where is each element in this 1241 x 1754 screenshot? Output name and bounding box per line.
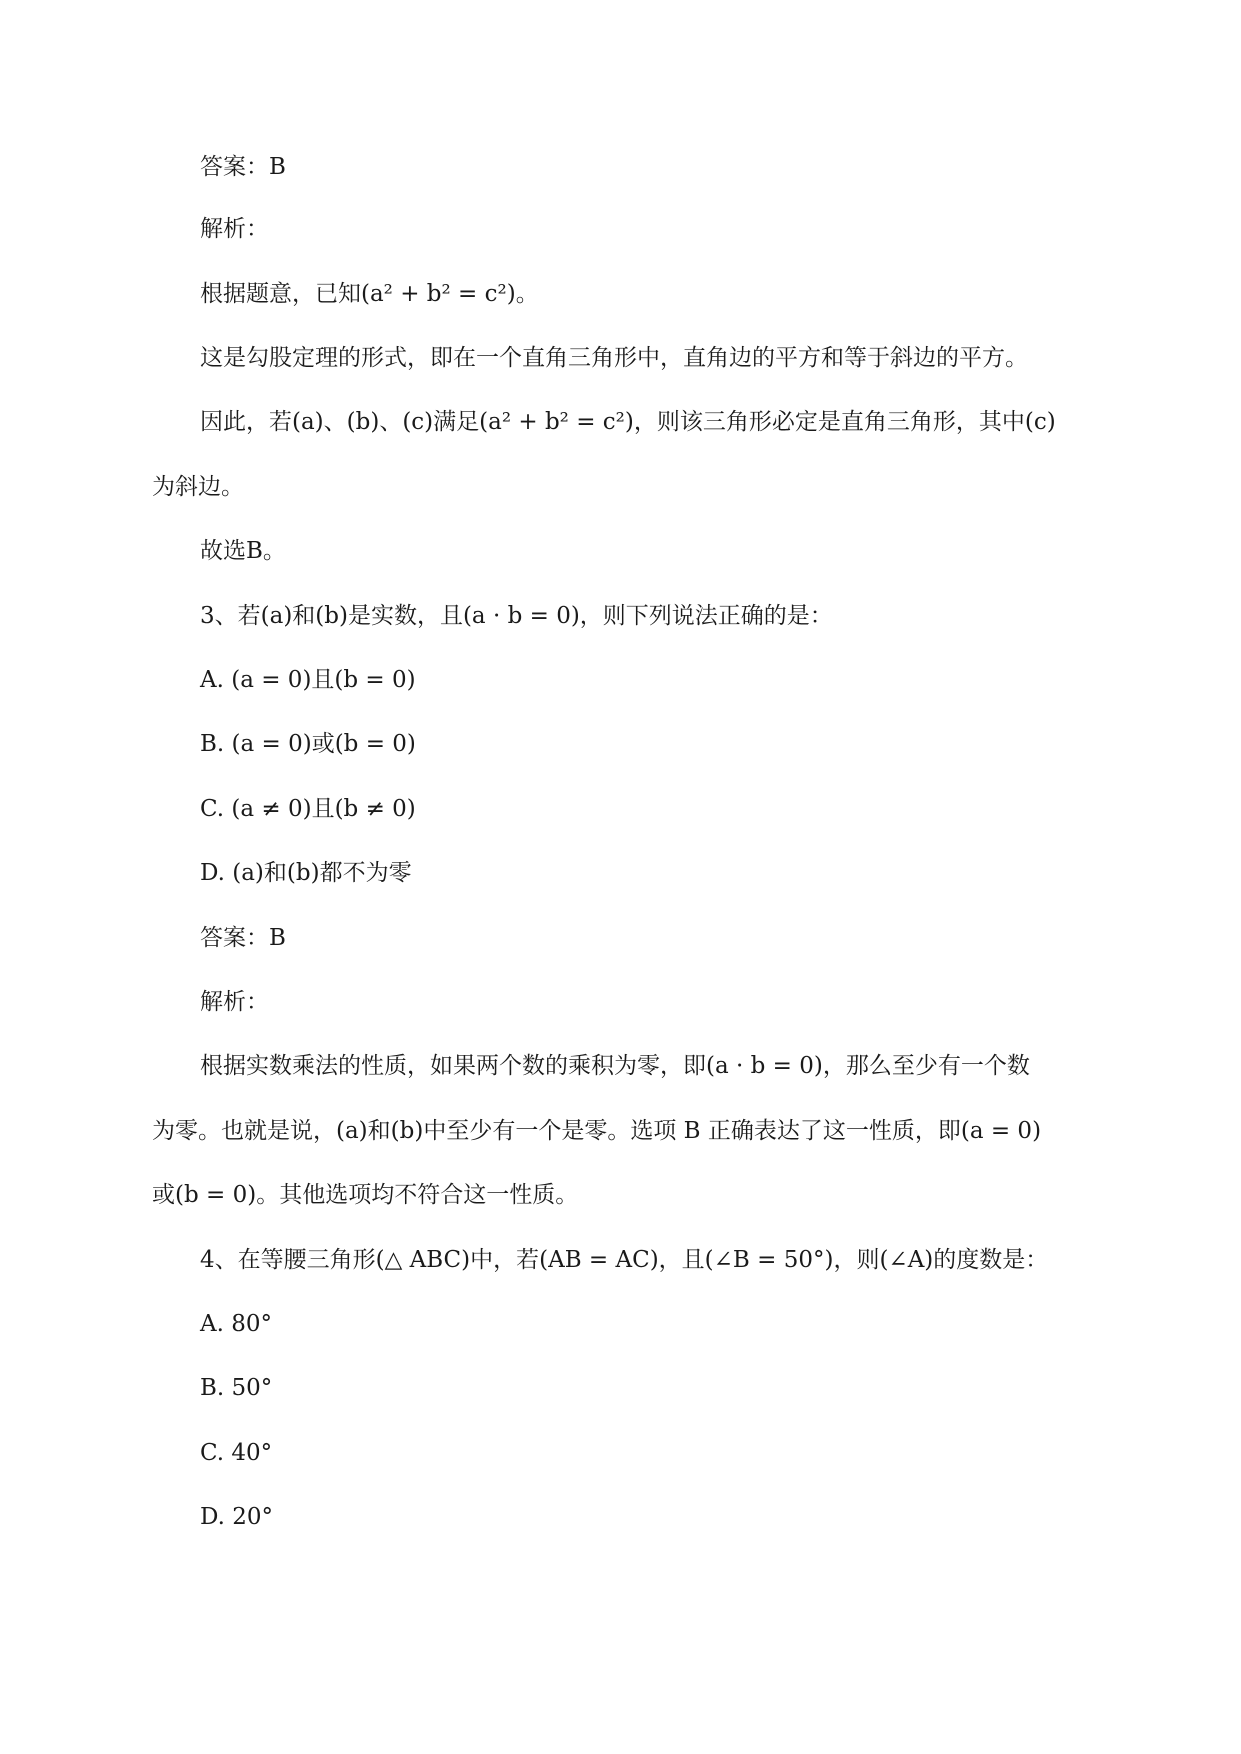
option-d: D. (a)和(b)都不为零 <box>200 860 412 886</box>
option-c: C. (a ≠ 0)且(b ≠ 0) <box>200 796 416 822</box>
answer-label: 答案：B <box>200 925 286 951</box>
analysis-text: 根据实数乘法的性质，如果两个数的乘积为零，即(a · b = 0)，那么至少有一个数 <box>200 1053 1030 1079</box>
analysis-label: 解析： <box>200 216 269 242</box>
analysis-text: 或(b = 0)。其他选项均不符合这一性质。 <box>152 1182 579 1208</box>
analysis-text: 因此，若(a)、(b)、(c)满足(a² + b² = c²)，则该三角形必定是直角三角形，其中(c) <box>200 409 1056 435</box>
option-b: B. 50° <box>200 1375 273 1401</box>
analysis-text: 根据题意，已知(a² + b² = c²)。 <box>200 281 539 307</box>
option-c: C. 40° <box>200 1440 273 1466</box>
option-a: A. (a = 0)且(b = 0) <box>200 667 416 693</box>
analysis-text: 这是勾股定理的形式，即在一个直角三角形中，直角边的平方和等于斜边的平方。 <box>200 345 1028 371</box>
analysis-text: 为斜边。 <box>152 474 244 500</box>
option-a: A. 80° <box>200 1311 272 1337</box>
question-4: 4、在等腰三角形(△ ABC)中，若(AB = AC)，且(∠B = 50°)，则(∠A)的度数是： <box>200 1247 1049 1273</box>
analysis-text: 为零。也就是说，(a)和(b)中至少有一个是零。选项 B 正确表达了这一性质，即(a = 0) <box>152 1118 1042 1144</box>
option-b: B. (a = 0)或(b = 0) <box>200 731 416 757</box>
question-3: 3、若(a)和(b)是实数，且(a · b = 0)，则下列说法正确的是： <box>200 603 833 629</box>
answer-label: 答案：B <box>200 154 286 180</box>
conclusion-text: 故选B。 <box>200 538 286 564</box>
analysis-label: 解析： <box>200 989 269 1015</box>
option-d: D. 20° <box>200 1504 274 1530</box>
